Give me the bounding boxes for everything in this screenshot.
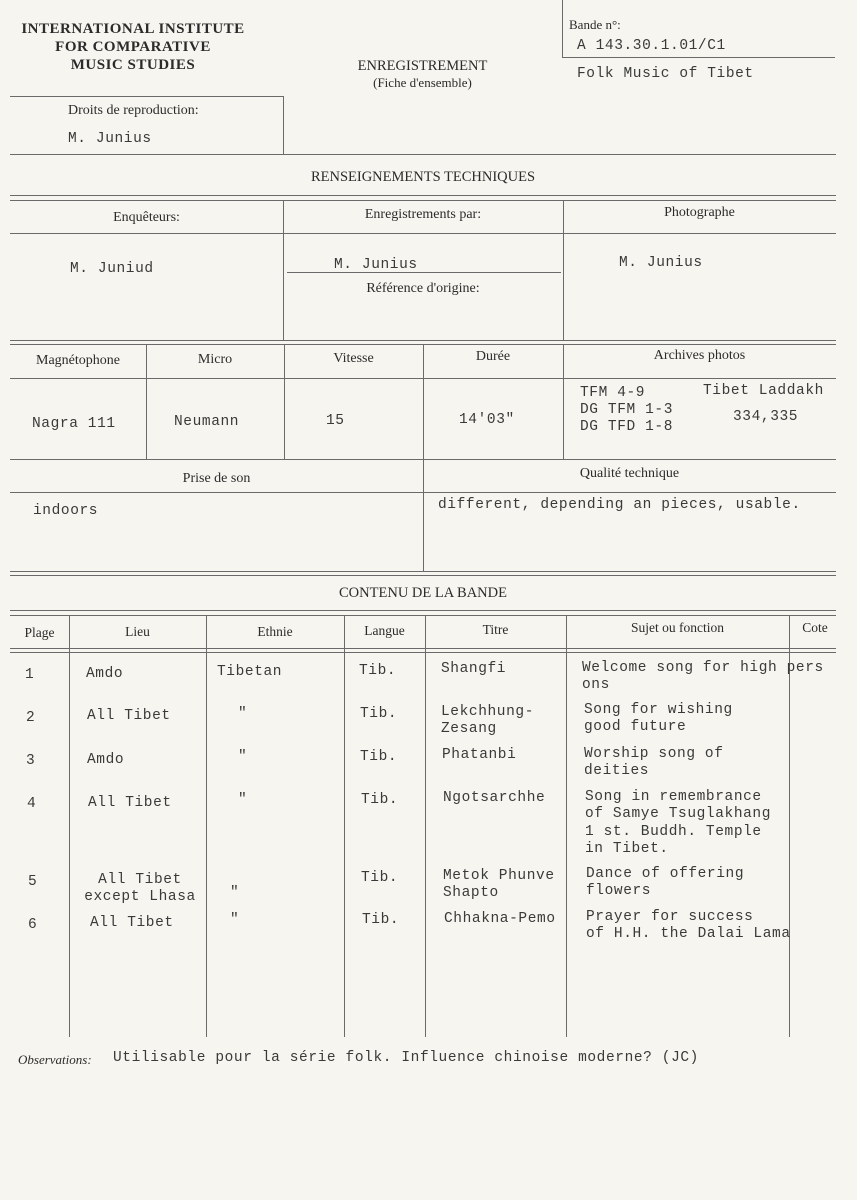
row6-lieu: All Tibet bbox=[90, 915, 174, 931]
header-cote: Cote bbox=[802, 620, 828, 635]
row4-langue: Tib. bbox=[361, 792, 399, 808]
row1-sujet: Welcome song for high pers ons bbox=[582, 660, 824, 693]
prise-de-son-value: indoors bbox=[33, 503, 99, 519]
row2-langue: Tib. bbox=[360, 706, 398, 722]
row3-titre: Phatanbi bbox=[442, 747, 517, 763]
row1-ethnie: Tibetan bbox=[217, 664, 283, 680]
row6-ethnie: " bbox=[230, 912, 240, 928]
row4-lieu: All Tibet bbox=[88, 795, 172, 811]
row2-plage: 2 bbox=[26, 710, 36, 726]
row5-langue: Tib. bbox=[361, 870, 399, 886]
archives-tibet: Tibet Laddakh bbox=[703, 383, 824, 399]
header-plage: Plage bbox=[24, 625, 55, 640]
row4-sujet: Song in remembrance of Samye Tsuglakhang 1 st. Buddh. Temple in Tibet. bbox=[585, 789, 772, 857]
row4-titre: Ngotsarchhe bbox=[443, 790, 546, 806]
row3-lieu: Amdo bbox=[87, 752, 125, 768]
row3-sujet: Worship song of deities bbox=[584, 746, 724, 779]
institute-name-line2: FOR COMPARATIVE bbox=[55, 39, 211, 55]
form-title: ENREGISTREMENT bbox=[357, 58, 488, 74]
duree-value: 14'03" bbox=[459, 412, 515, 428]
bande-label: Bande n°: bbox=[569, 17, 621, 32]
row1-langue: Tib. bbox=[359, 663, 397, 679]
header-ethnie: Ethnie bbox=[257, 624, 293, 639]
contents-section-title: CONTENU DE LA BANDE bbox=[339, 585, 507, 601]
row3-langue: Tib. bbox=[360, 749, 398, 765]
institute-name-line1: INTERNATIONAL INSTITUTE bbox=[21, 21, 245, 37]
row4-plage: 4 bbox=[27, 796, 37, 812]
archives-line3: DG TFD 1-8 bbox=[580, 419, 674, 435]
prise-de-son-label: Prise de son bbox=[182, 471, 251, 486]
rights-label: Droits de reproduction: bbox=[68, 103, 199, 118]
bande-number: A 143.30.1.01/C1 bbox=[577, 38, 726, 54]
row3-ethnie: " bbox=[238, 749, 248, 765]
row4-ethnie: " bbox=[238, 792, 248, 808]
institute-name-line3: MUSIC STUDIES bbox=[70, 57, 196, 73]
qualite-label: Qualité technique bbox=[579, 466, 680, 481]
form-subtitle: (Fiche d'ensemble) bbox=[373, 75, 472, 90]
magnetophone-value: Nagra 111 bbox=[32, 416, 116, 432]
vitesse-value: 15 bbox=[326, 413, 345, 429]
micro-label: Micro bbox=[197, 352, 233, 367]
header-langue: Langue bbox=[364, 623, 405, 638]
archives-numbers: 334,335 bbox=[733, 409, 799, 425]
archives-line1: TFM 4-9 bbox=[580, 385, 646, 401]
enregistrements-label: Enregistrements par: bbox=[364, 207, 482, 222]
enqueteurs-value: M. Juniud bbox=[70, 261, 154, 277]
row2-ethnie: " bbox=[238, 706, 248, 722]
qualite-value: different, depending an pieces, usable. bbox=[438, 497, 801, 513]
rights-value: M. Junius bbox=[68, 131, 152, 147]
header-sujet: Sujet ou fonction bbox=[631, 620, 724, 635]
row5-ethnie: " bbox=[230, 885, 240, 901]
photographe-value: M. Junius bbox=[619, 255, 703, 271]
technical-section-title: RENSEIGNEMENTS TECHNIQUES bbox=[310, 169, 536, 185]
row2-titre: Lekchhung- Zesang bbox=[441, 704, 535, 737]
row5-lieu: All Tibet except Lhasa bbox=[84, 872, 196, 905]
row6-plage: 6 bbox=[28, 917, 38, 933]
archives-label: Archives photos bbox=[653, 348, 746, 363]
collection-name: Folk Music of Tibet bbox=[577, 66, 754, 82]
row6-sujet: Prayer for success of H.H. the Dalai Lama bbox=[586, 909, 791, 942]
reference-label: Référence d'origine: bbox=[366, 281, 480, 296]
row2-sujet: Song for wishing good future bbox=[584, 702, 733, 735]
enregistrements-value: M. Junius bbox=[334, 257, 418, 273]
row5-sujet: Dance of offering flowers bbox=[586, 866, 745, 899]
row2-lieu: All Tibet bbox=[87, 708, 171, 724]
row6-titre: Chhakna-Pemo bbox=[444, 911, 556, 927]
header-lieu: Lieu bbox=[125, 624, 150, 639]
row1-plage: 1 bbox=[25, 667, 35, 683]
row1-titre: Shangfi bbox=[441, 661, 507, 677]
duree-label: Durée bbox=[475, 349, 511, 364]
micro-value: Neumann bbox=[174, 414, 240, 430]
photographe-label: Photographe bbox=[664, 205, 735, 220]
vitesse-label: Vitesse bbox=[333, 351, 374, 366]
header-titre: Titre bbox=[482, 622, 509, 637]
row3-plage: 3 bbox=[26, 753, 36, 769]
archives-line2: DG TFM 1-3 bbox=[580, 402, 674, 418]
row6-langue: Tib. bbox=[362, 912, 400, 928]
observations-label: Observations: bbox=[18, 1052, 92, 1067]
row5-plage: 5 bbox=[28, 874, 38, 890]
observations-value: Utilisable pour la série folk. Influence chinoise moderne? (JC) bbox=[113, 1050, 699, 1066]
magnetophone-label: Magnétophone bbox=[36, 353, 120, 368]
enqueteurs-label: Enquêteurs: bbox=[113, 210, 180, 225]
row1-lieu: Amdo bbox=[86, 666, 124, 682]
row5-titre: Metok Phunve Shapto bbox=[443, 868, 555, 901]
